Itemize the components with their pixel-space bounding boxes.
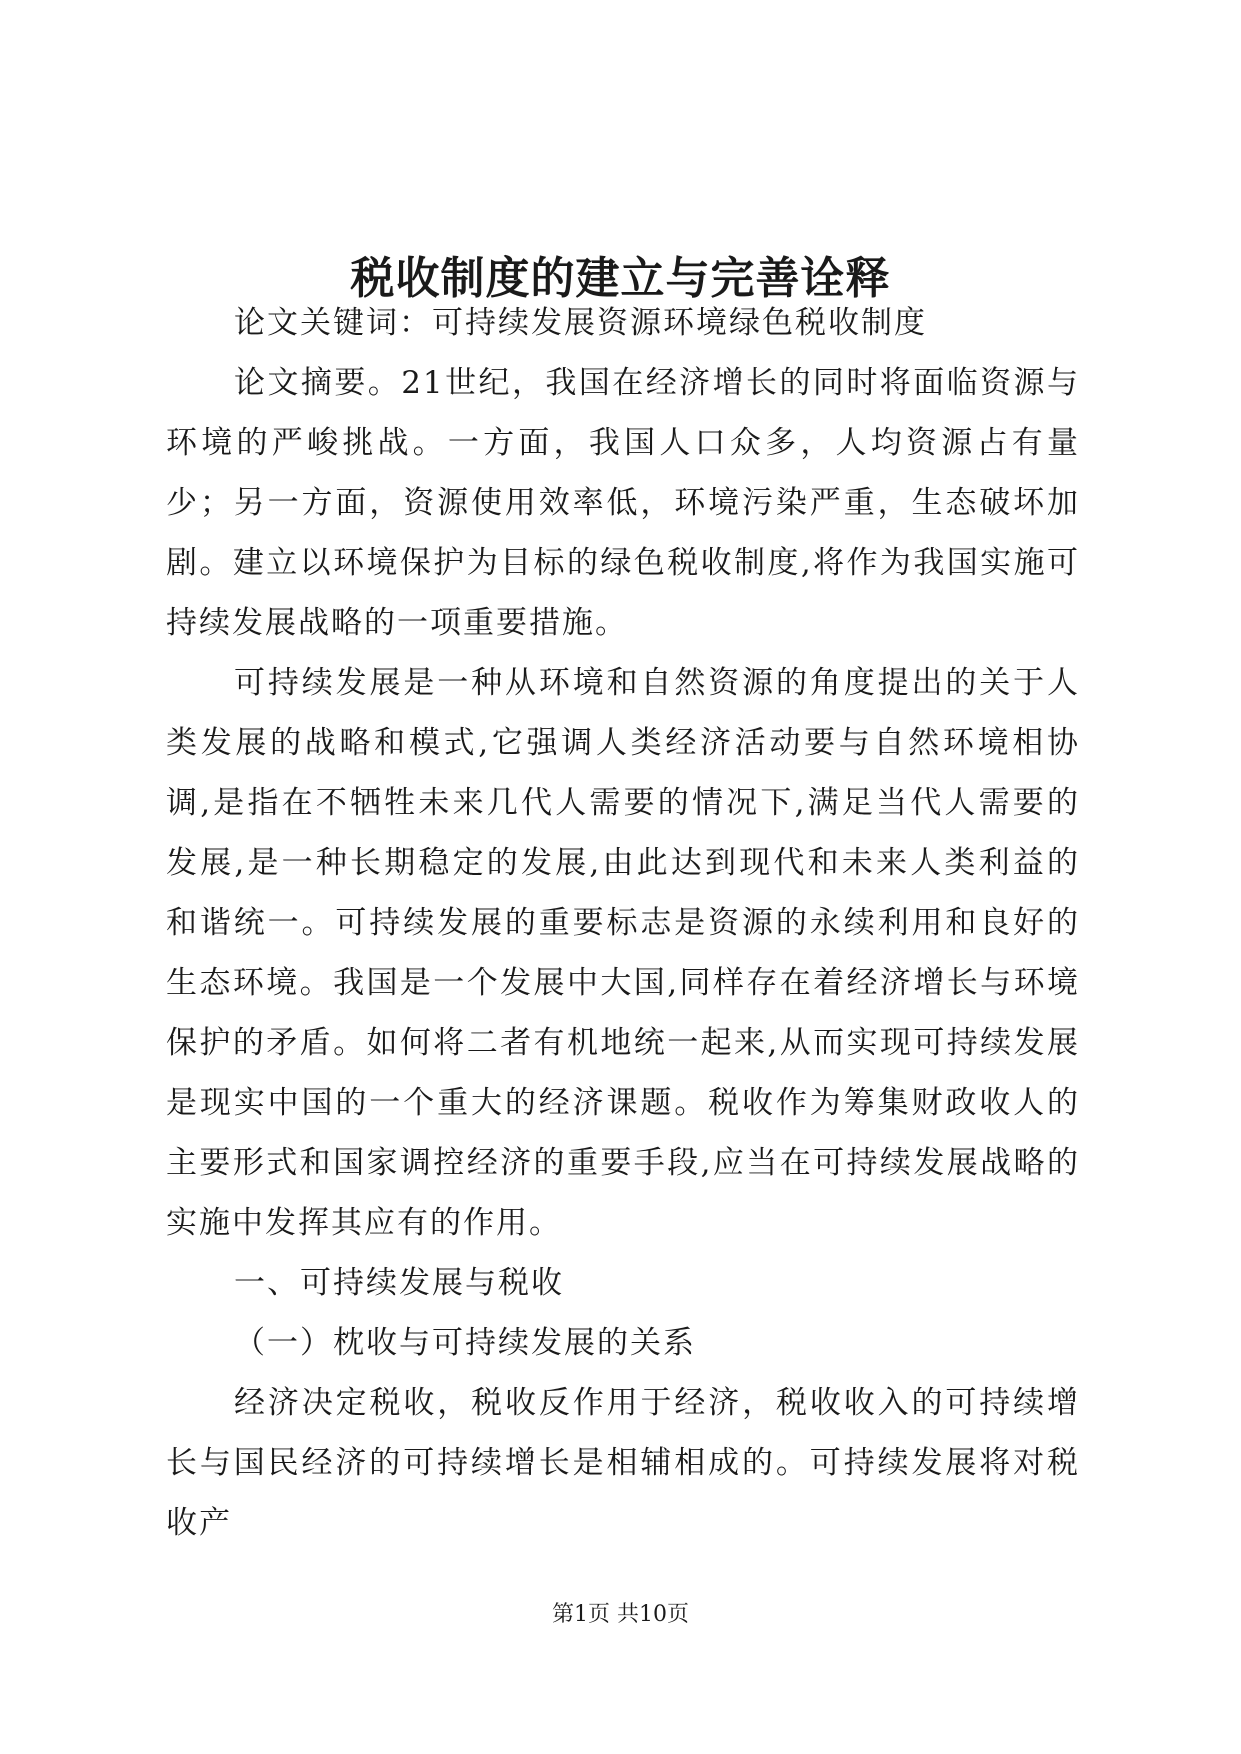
document-title: 税收制度的建立与完善诠释 bbox=[350, 253, 891, 305]
section-heading: 一、可持续发展与税收 bbox=[234, 1265, 564, 1301]
keywords-paragraph: 论文关键词：可持续发展资源环境绿色税收制度 bbox=[234, 305, 927, 341]
abstract-paragraph: 论文摘要。21世纪，我国在经济增长的同时将面临资源与环境的严峻挑战。一方面，我国人口众多，人均资源占有量少；另一方面，资源使用效率低，环境污染严重，生态破坏加剧。建立以环境保护为目标的绿色税收制度,将作为我国实施可持续发展战略的一项重要措施。 bbox=[166, 365, 1080, 641]
body-paragraph: 可持续发展是一种从环境和自然资源的角度提出的关于人类发展的战略和模式,它强调人类经济活动要与自然环境相协调,是指在不牺牲未来几代人需要的情况下,满足当代人需要的发展,是一种长期稳定的发展,由此达到现代和未来人类利益的和谐统一。可持续发展的重要标志是资源的永续利用和良好的生态环境。我国是一个发展中大国,同样存在着经济增长与环境保护的矛盾。如何将二者有机地统一起来,从而实现可持续发展是现实中国的一个重大的经济课题。税收作为筹集财政收人的主要形式和国家调控经济的重要手段,应当在可持续发展战略的实施中发挥其应有的作用。 bbox=[166, 665, 1080, 1241]
page-footer: 第1页 共10页 bbox=[552, 1602, 689, 1627]
body-paragraph: 经济决定税收，税收反作用于经济，税收收入的可持续增长与国民经济的可持续增长是相辅相成的。可持续发展将对税收产 bbox=[166, 1385, 1080, 1541]
document-body bbox=[166, 293, 1080, 1553]
subsection-heading: （一）枕收与可持续发展的关系 bbox=[234, 1325, 696, 1361]
